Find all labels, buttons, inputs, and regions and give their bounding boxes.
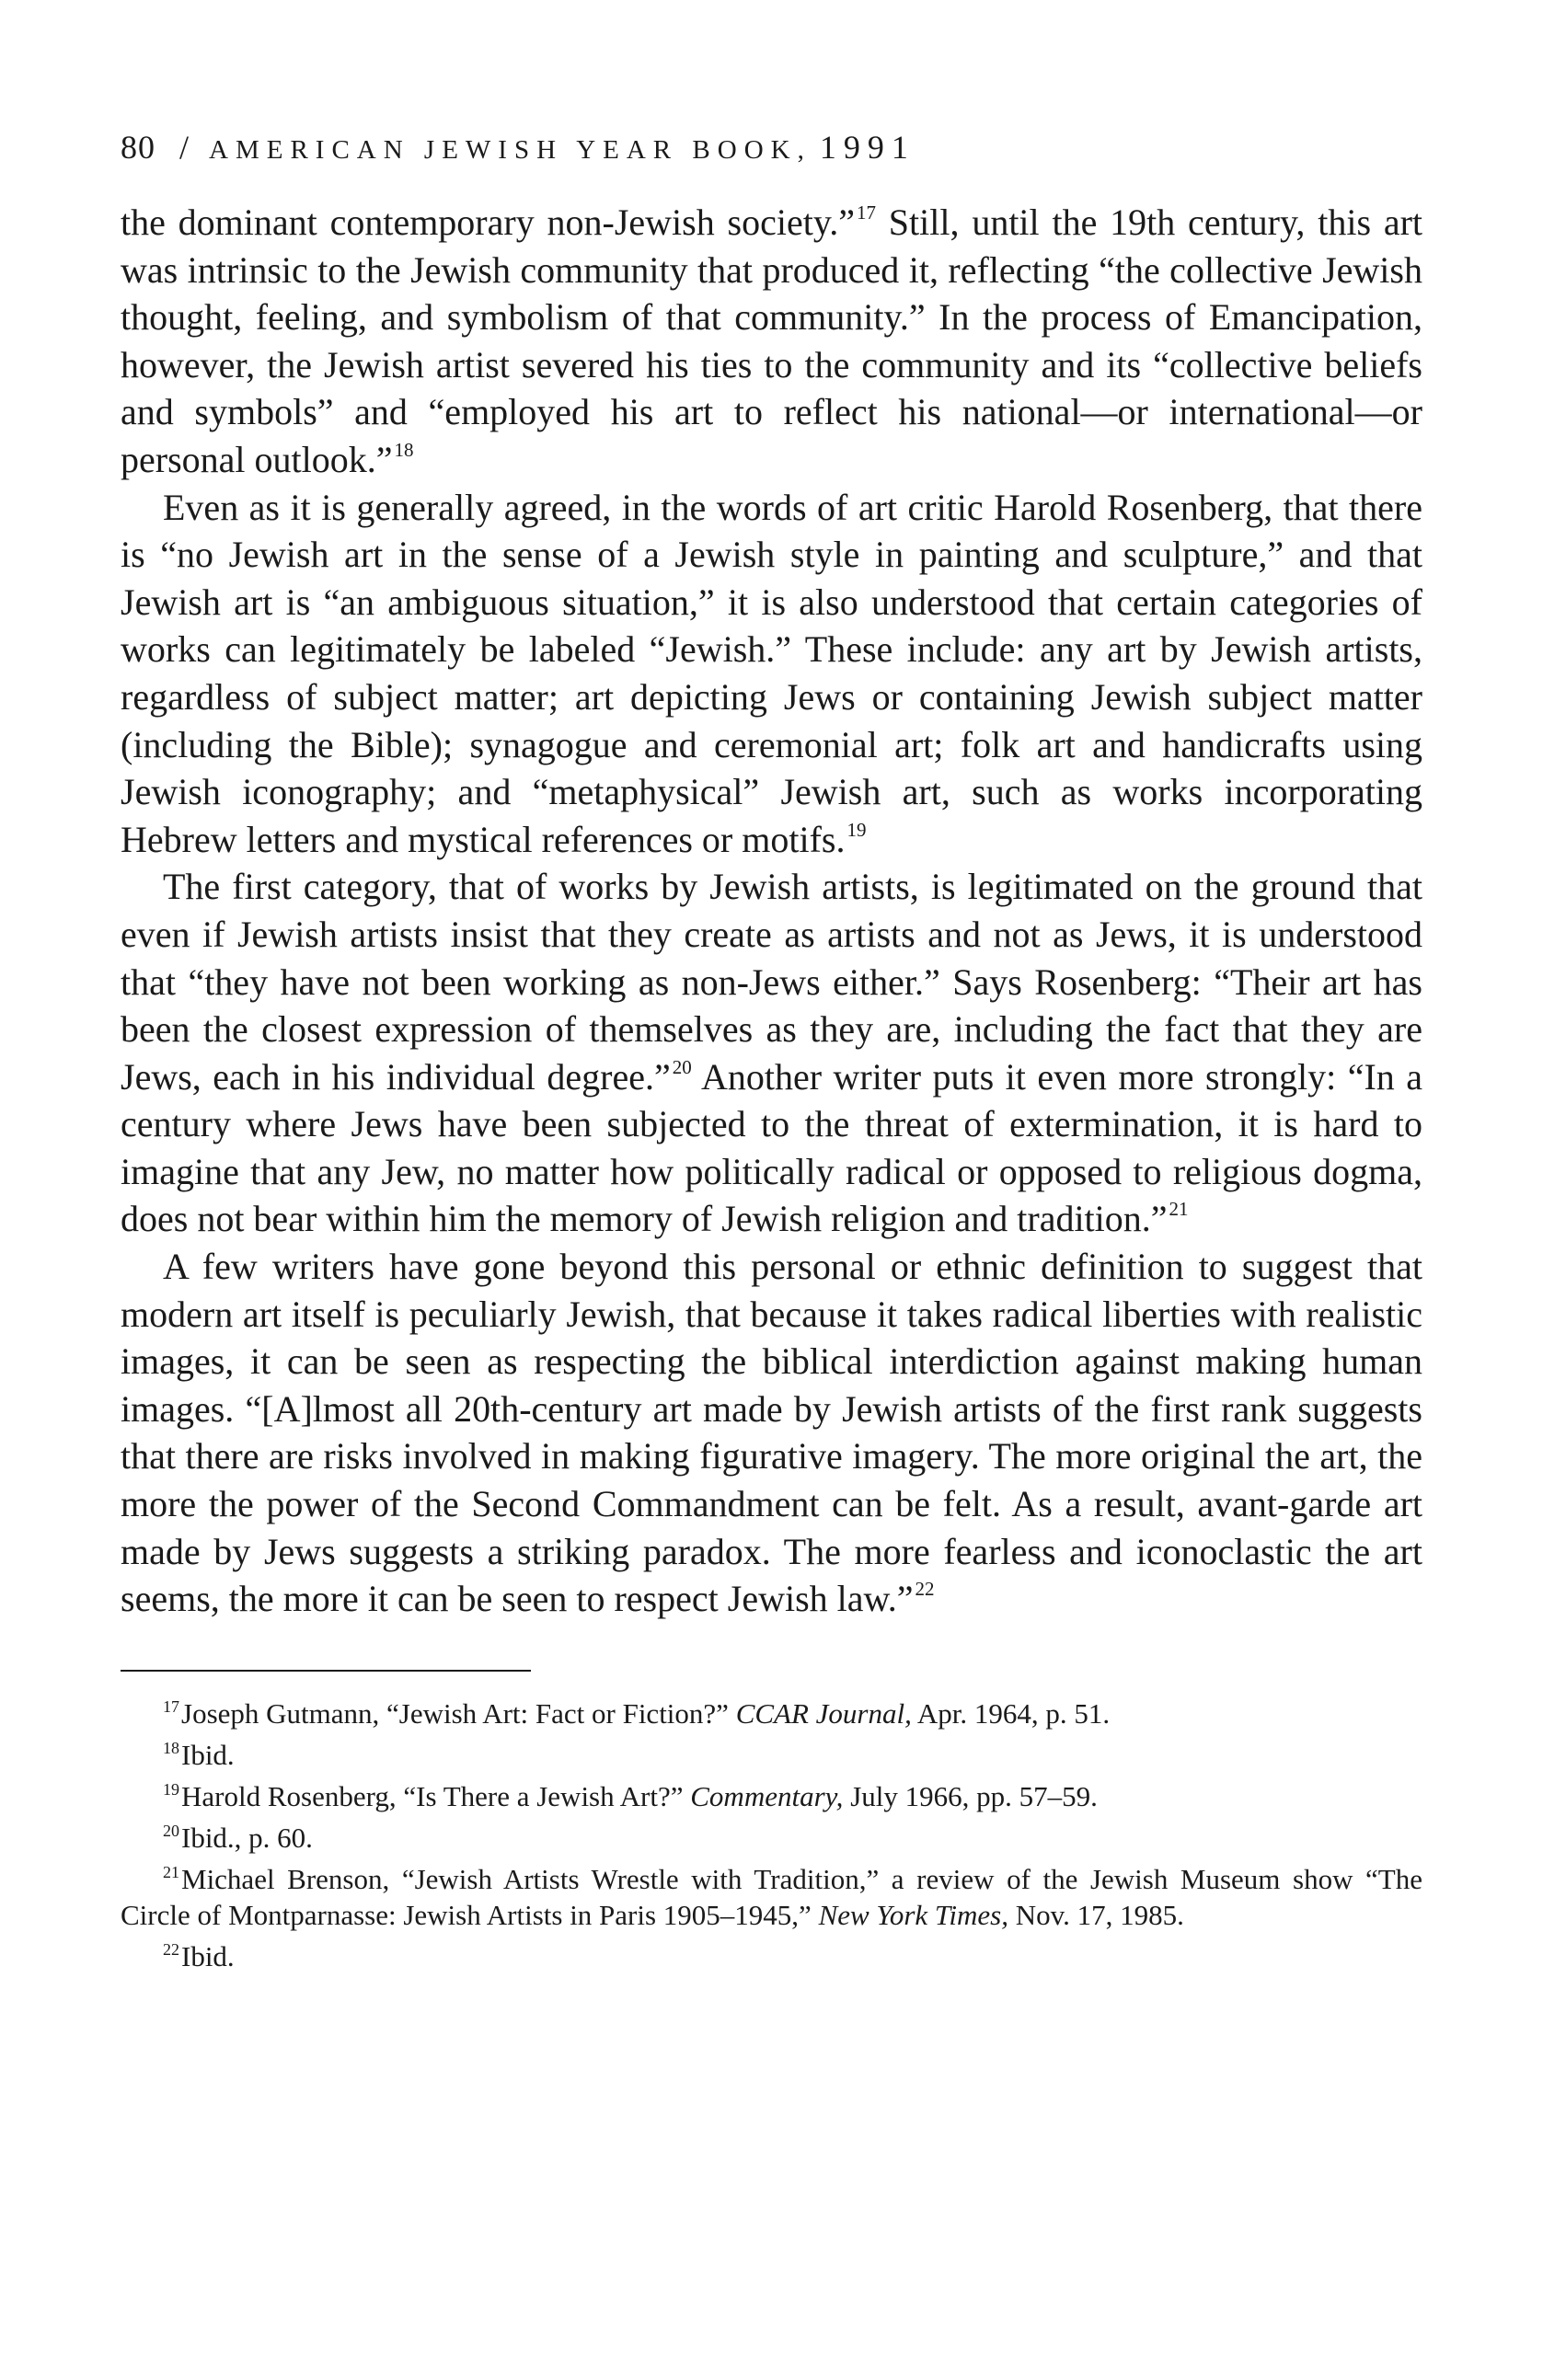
- text-run: the dominant contemporary non-Jewish society.”: [121, 201, 855, 243]
- paragraph: [121, 1243, 1422, 1623]
- text-run: Ibid.: [181, 1939, 235, 1972]
- footnotes: [121, 1696, 1422, 1974]
- text-run: The first category, that of works by Jewish artists, is legitimated on the ground that even if Jewish artists insist that they create as artists and not as Jews, it is understood that “they have not been working as non-Jews either.” Says Rosenberg: “Their art has been the closest expression of themselves as they are, including the fact that they are Jews, each in his individual degree.”: [121, 866, 1422, 1098]
- footnote: [121, 1696, 1422, 1731]
- footnote-number: 22: [163, 1939, 179, 1959]
- footnote-number: 19: [163, 1779, 179, 1799]
- footnote-ref: 20: [672, 1055, 692, 1078]
- body-text: [121, 199, 1422, 1623]
- journal-title: AMERICAN JEWISH YEAR BOOK,: [209, 135, 812, 165]
- header-separator: /: [179, 129, 190, 166]
- paragraph: [121, 484, 1422, 864]
- footnote-number: 21: [163, 1862, 179, 1881]
- footnote-number: 17: [163, 1696, 179, 1716]
- footnote-ref: 19: [846, 818, 867, 841]
- italic-title: New York Times,: [818, 1898, 1008, 1931]
- footnote: [121, 1861, 1422, 1933]
- paragraph: [121, 863, 1422, 1243]
- text-run: Michael Brenson, “Jewish Artists Wrestle with Tradition,” a review of the Jewish Museum show “The Circle of Montparnasse: Jewish Artists in Paris 1905–1945,”: [121, 1862, 1422, 1931]
- text-run: Another writer puts it even more strongly: “In a century where Jews have been subjected to the threat of extermination, it is hard to imagine that any Jew, no matter how politically radical or opposed to religious dogma, does not bear within him the memory of Jewish religion and tradition.”: [121, 1055, 1423, 1240]
- document-page: [121, 129, 1422, 1974]
- footnote: [121, 1938, 1422, 1974]
- text-run: Harold Rosenberg, “Is There a Jewish Art?”: [181, 1779, 691, 1812]
- text-run: Ibid.: [181, 1738, 235, 1771]
- text-run: Apr. 1964, p. 51.: [911, 1696, 1111, 1730]
- footnote-rule: [121, 1670, 531, 1672]
- italic-title: CCAR Journal,: [735, 1696, 912, 1730]
- text-run: Nov. 17, 1985.: [1008, 1898, 1184, 1931]
- footnote-ref: 22: [915, 1578, 935, 1601]
- text-run: Ibid., p. 60.: [181, 1821, 313, 1854]
- text-run: Still, until the 19th century, this art was intrinsic to the Jewish community that produced it, reflecting “the collective Jewish thought, feeling, and symbolism of that community.” In the process of Emancipation, however, the Jewish artist severed his ties to the community and its “collective beliefs and symbols” and “employed his art to reflect his national—or international—or personal outlook.”: [121, 201, 1423, 480]
- footnote-number: 18: [163, 1738, 179, 1757]
- page-number: 80: [121, 129, 155, 166]
- footnote: [121, 1737, 1422, 1773]
- footnote-ref: 18: [394, 438, 414, 461]
- footnote: [121, 1820, 1422, 1856]
- footnote-number: 20: [163, 1821, 179, 1840]
- italic-title: Commentary,: [690, 1779, 844, 1812]
- text-run: Even as it is generally agreed, in the words of art critic Harold Rosenberg, that there is “no Jewish art in the sense of a Jewish style in painting and sculpture,” and that Jewish art is “an ambiguous situation,” it is also understood that certain categories of works can legitimately be labeled “Jewish.” These include: any art by Jewish artists, regardless of subject matter; art depicting Jews or containing Jewish subject matter (including the Bible); synagogue and ceremonial art; folk art and handicrafts using Jewish iconography; and “metaphysical” Jewish art, such as works incorporating Hebrew letters and mystical references or motifs.: [121, 486, 1422, 860]
- paragraph: [121, 199, 1422, 484]
- publication-year: 1991: [819, 129, 915, 166]
- footnote: [121, 1778, 1422, 1814]
- text-run: July 1966, pp. 57–59.: [843, 1779, 1098, 1812]
- footnote-ref: 17: [857, 201, 876, 224]
- text-run: A few writers have gone beyond this personal or ethnic definition to suggest that modern art itself is peculiarly Jewish, that because it takes radical liberties with realistic images, it can be seen as respecting the biblical interdiction against making human images. “[A]lmost all 20th-century art made by Jewish artists of the first rank suggests that there are risks involved in making figurative imagery. The more original the art, the more the power of the Second Commandment can be felt. As a result, avant-garde art made by Jews suggests a striking paradox. The more fearless and iconoclastic the art seems, the more it can be seen to respect Jewish law.”: [121, 1246, 1422, 1620]
- text-run: Joseph Gutmann, “Jewish Art: Fact or Fiction?”: [181, 1696, 736, 1730]
- footnote-ref: 21: [1169, 1198, 1189, 1221]
- running-head: [121, 129, 1422, 166]
